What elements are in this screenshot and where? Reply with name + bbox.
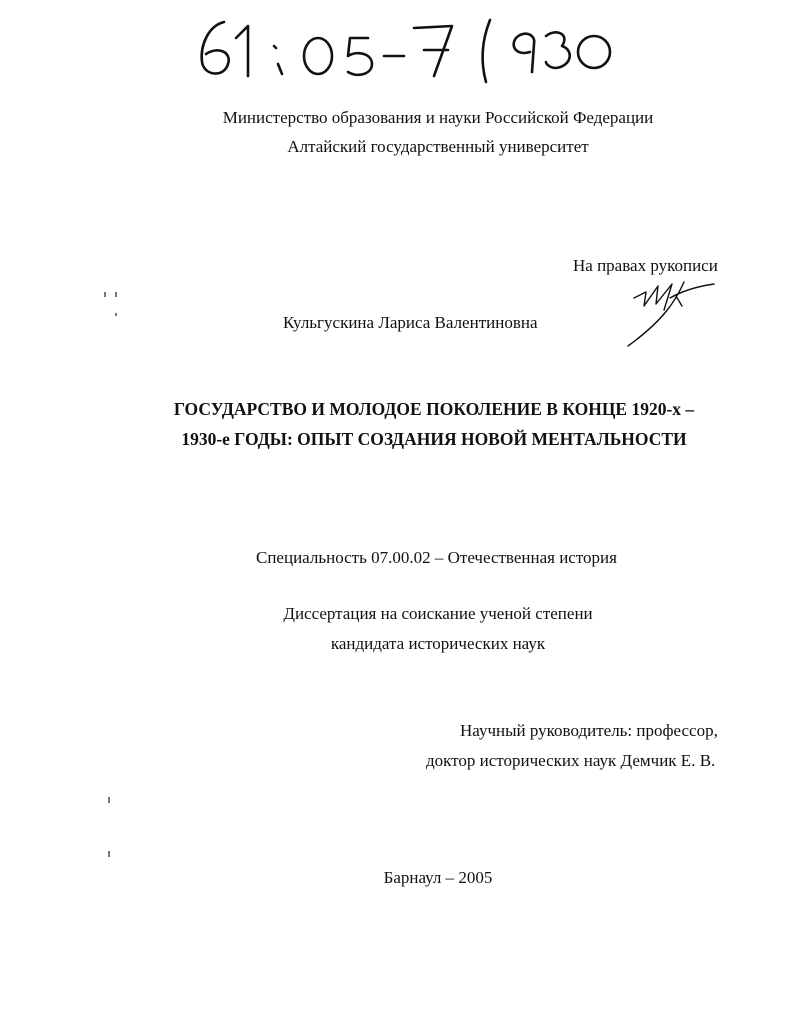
advisor-line-1: Научный руководитель: профессор, <box>460 721 718 740</box>
scan-mark <box>115 292 117 297</box>
ministry-name: Министерство образования и науки Российской Федерации <box>222 108 654 127</box>
advisor-line-2: доктор исторических наук Демчик Е. В. <box>426 751 716 770</box>
author-name: Кульгускина Лариса Валентиновна <box>283 313 538 332</box>
dissertation-title-line-2: 1930-е ГОДЫ: ОПЫТ СОЗДАНИЯ НОВОЙ МЕНТАЛЬНОСТИ <box>181 429 687 449</box>
specialty: Специальность 07.00.02 – Отечественная история <box>256 548 617 567</box>
scan-mark <box>108 851 110 857</box>
scan-mark <box>115 313 117 316</box>
manuscript-note: На правах рукописи <box>573 256 718 275</box>
signature <box>624 276 720 350</box>
scan-mark <box>104 292 106 297</box>
degree-line-1: Диссертация на соискание ученой степени <box>283 604 593 623</box>
degree-line-2: кандидата исторических наук <box>330 634 546 653</box>
university-name: Алтайский государственный университет <box>287 137 589 156</box>
place-and-year: Барнаул – 2005 <box>383 868 493 887</box>
scan-mark <box>108 797 110 803</box>
handwritten-catalog-number <box>190 12 630 84</box>
dissertation-title-line-1: ГОСУДАРСТВО И МОЛОДОЕ ПОКОЛЕНИЕ В КОНЦЕ 1920-х – <box>173 399 695 419</box>
